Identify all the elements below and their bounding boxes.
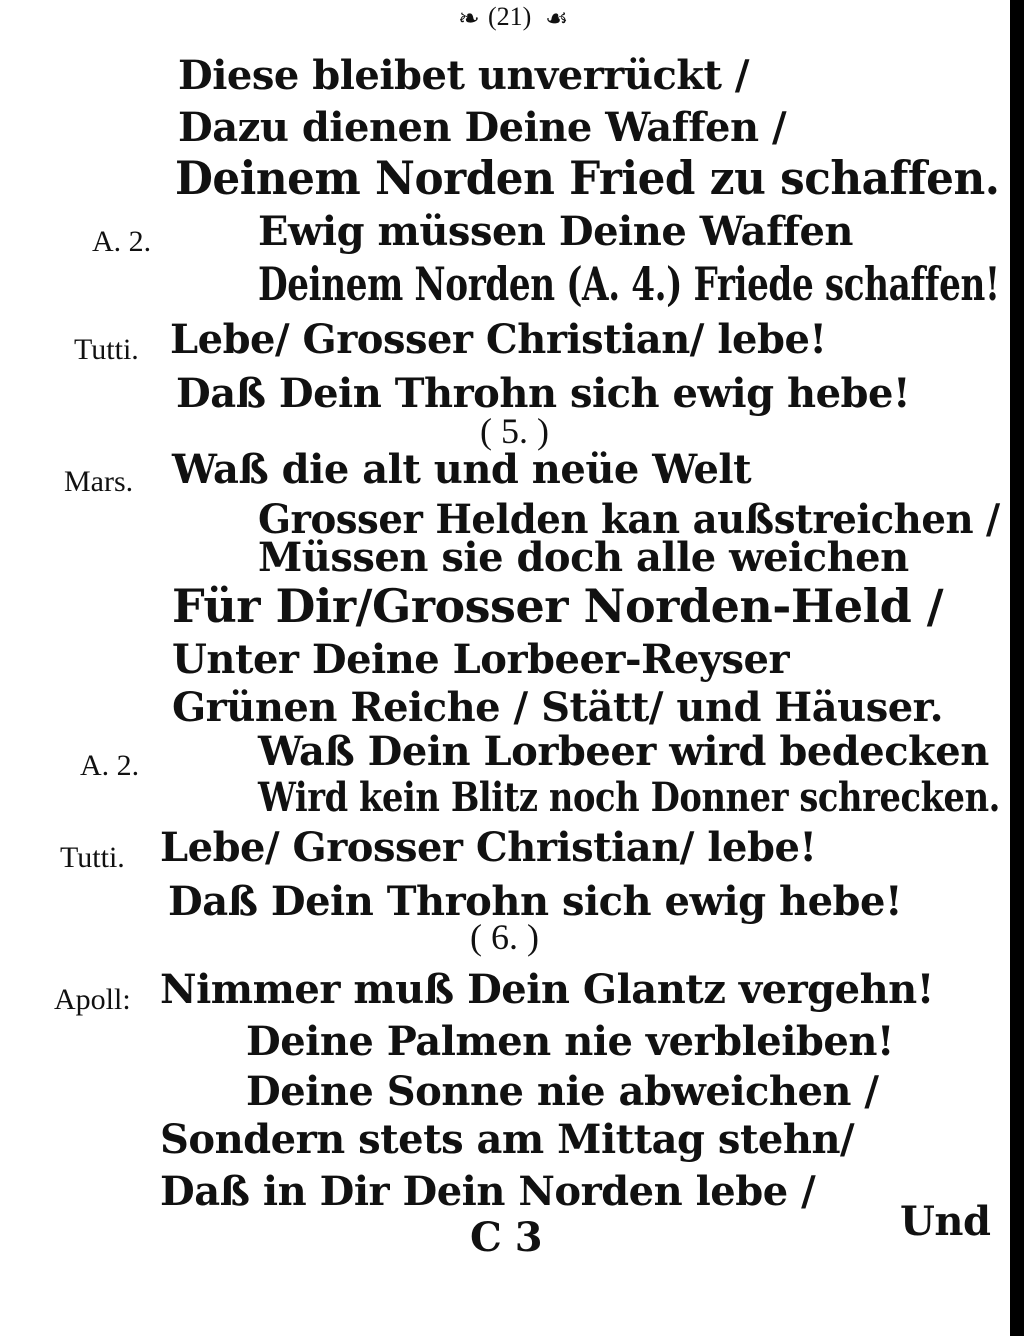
page-number: (21)	[488, 2, 532, 31]
verse-line: Deinem Norden (A. 4.) Friede schaffen!	[258, 257, 1000, 311]
verse-line: Lebe/ Grosser Christian/ lebe!	[160, 824, 817, 871]
speaker-label: Mars.	[64, 465, 134, 498]
section-number: ( 5. )	[480, 411, 549, 451]
speaker-label: A. 2.	[80, 749, 140, 782]
verse-line: Lebe/ Grosser Christian/ lebe!	[170, 316, 827, 363]
verse-line: Daß in Dir Dein Norden lebe /	[160, 1168, 816, 1215]
verse-line: Waß Dein Lorbeer wird bedecken	[258, 728, 989, 775]
verse-line: Daß Dein Throhn sich ewig hebe!	[168, 878, 903, 925]
ornament-right-icon: ☙	[545, 4, 569, 33]
verse-line: Für Dir/Grosser Norden-Held /	[172, 579, 944, 633]
verse-line: Unter Deine Lorbeer-Reyser	[172, 636, 790, 683]
speaker-label: A. 2.	[92, 225, 152, 258]
speaker-label: Tutti.	[60, 841, 125, 874]
ornament-left-icon: ❧	[458, 4, 480, 33]
verse-line: Diese bleibet unverrückt /	[178, 52, 750, 99]
verse-line: Deine Sonne nie abweichen /	[246, 1068, 879, 1115]
verse-line: Grosser Helden kan außstreichen /	[258, 496, 1000, 543]
verse-line: Deine Palmen nie verbleiben!	[246, 1018, 894, 1065]
verse-line: Grünen Reiche / Stätt/ und Häuser.	[172, 684, 944, 731]
verse-line: Dazu dienen Deine Waffen /	[178, 104, 787, 151]
signature-mark: C 3	[470, 1214, 543, 1261]
section-number: ( 6. )	[470, 917, 539, 957]
verse-line: Waß die alt und neüe Welt	[172, 446, 752, 493]
speaker-label: Apoll:	[54, 983, 131, 1016]
verse-line: Nimmer muß Dein Glantz vergehn!	[160, 966, 934, 1013]
speaker-label: Tutti.	[74, 333, 139, 366]
verse-line: Sondern stets am Mittag stehn/	[160, 1116, 855, 1163]
catchword: Und	[900, 1198, 991, 1245]
verse-line: Wird kein Blitz noch Donner schrecken.	[258, 774, 1000, 821]
verse-line: Daß Dein Throhn sich ewig hebe!	[176, 370, 911, 417]
verse-line: Ewig müssen Deine Waffen	[258, 208, 854, 255]
scan-border	[1010, 0, 1024, 1336]
verse-line: Müssen sie doch alle weichen	[258, 534, 909, 581]
verse-line: Deinem Norden Fried zu schaffen.	[175, 151, 1000, 205]
